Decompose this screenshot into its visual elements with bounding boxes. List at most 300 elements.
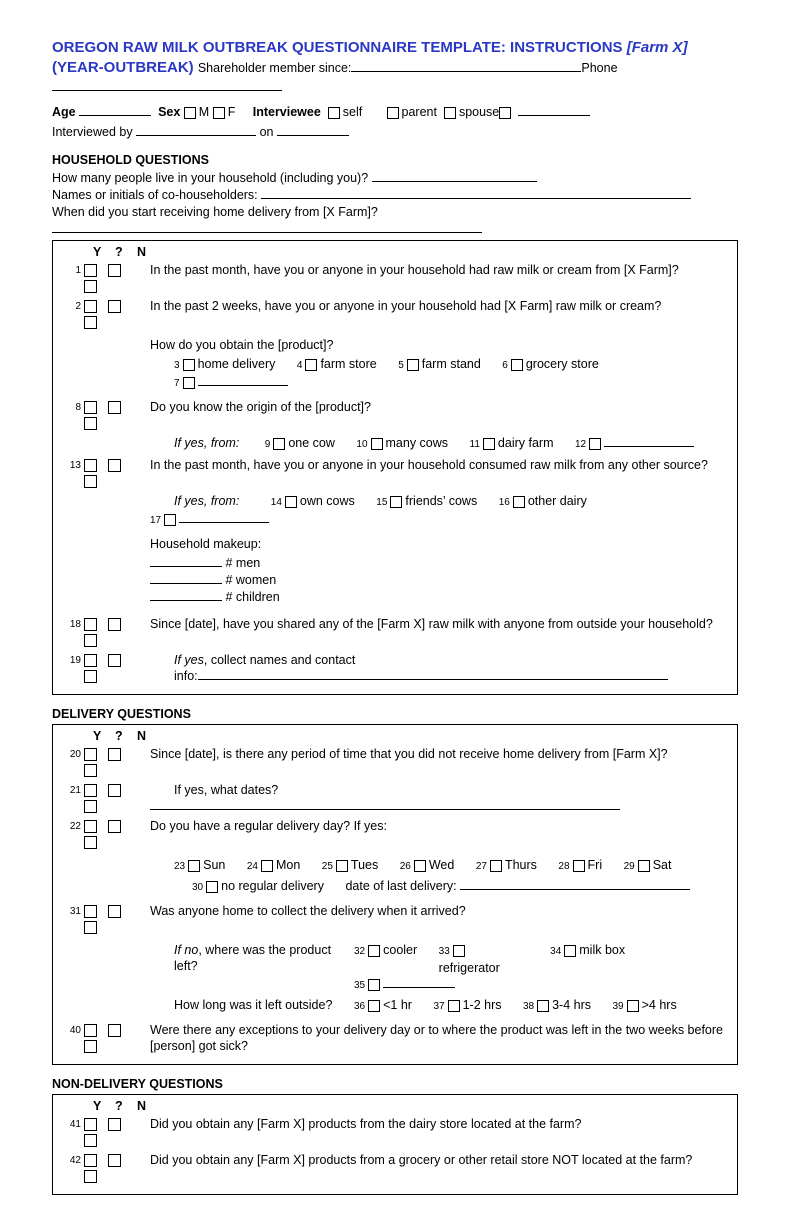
day-option [174,857,225,875]
option-number: 36 [354,1001,366,1012]
question-row [59,901,731,935]
question-number: 21 [69,785,81,796]
option-number: 29 [623,861,635,872]
answer-no-checkbox[interactable] [84,417,97,430]
household-makeup-label: Household makeup: [150,537,262,551]
answer-yes-checkbox[interactable] [84,459,97,472]
option-label: refrigerator [438,961,500,975]
answer-unknown-checkbox[interactable] [108,820,121,833]
answer-no-checkbox[interactable] [84,836,97,849]
spacer [59,491,84,494]
origin-option [265,435,335,453]
answer-no-checkbox[interactable] [84,1170,97,1183]
farm-store-checkbox[interactable] [305,359,317,371]
makeup-men-label: # men [225,556,261,570]
option-number: 4 [296,360,303,371]
interviewee-spouse-label: spouse [458,105,500,119]
makeup-men-field[interactable] [150,566,222,567]
left-other-field[interactable] [383,987,455,988]
answer-unknown-checkbox[interactable] [108,784,121,797]
nondelivery-yn-q: ? [115,1099,123,1113]
gt4hrs-checkbox[interactable] [627,1000,639,1012]
question-row [59,614,731,648]
left-option [550,942,625,960]
question-number: 19 [69,655,81,666]
question-checkboxes [84,816,150,850]
answer-yes-checkbox[interactable] [84,300,97,313]
option-label: friends’ cows [405,494,478,508]
answer-yes-checkbox[interactable] [84,784,97,797]
household-makeup-row [59,531,731,606]
household-yn-y: Y [93,245,102,259]
spacer [59,531,84,534]
interviewee-label: Interviewee [252,105,321,119]
option-number: 35 [354,980,366,991]
answer-unknown-checkbox[interactable] [108,1118,121,1131]
interviewee-self-label: self [342,105,363,119]
question-checkboxes [84,1114,150,1148]
question-number: 31 [69,906,81,917]
cooler-checkbox[interactable] [368,945,380,957]
answer-unknown-checkbox[interactable] [108,401,121,414]
question-text: Since [date], is there any period of time that you did not receive home delivery from [Farm X]? [150,747,668,761]
answer-no-checkbox[interactable] [84,921,97,934]
origin-option [575,435,694,453]
option-number: 24 [246,861,258,872]
question-checkboxes [84,901,150,935]
answer-yes-checkbox[interactable] [84,1154,97,1167]
question-number: 18 [69,619,81,630]
day-option [247,857,300,875]
option-number: 17 [150,515,162,526]
option-label: Mon [275,858,301,872]
option-label: Sun [203,858,226,872]
obtain-label: How do you obtain the [product]? [150,338,334,352]
no-regular-delivery-row [192,878,731,896]
option-number: 38 [522,1001,535,1012]
nondelivery-yn-y: Y [93,1099,102,1113]
option-label: own cows [299,494,355,508]
home-delivery-checkbox[interactable] [183,359,195,371]
other-source-option [499,493,587,511]
makeup-children-row [150,589,731,605]
answer-no-checkbox[interactable] [84,764,97,777]
option-label: <1 hr [383,998,412,1012]
origin-other-checkbox[interactable] [589,438,601,450]
shareholder-since-label: Shareholder member since: [197,61,352,75]
question-row [59,1114,731,1148]
option-label: one cow [288,436,335,450]
obtain-option [398,356,481,374]
interviewee-other-checkbox[interactable] [499,107,511,119]
option-number: 11 [469,439,480,450]
spacer [84,852,150,854]
sun-checkbox[interactable] [188,860,200,872]
option-number: 26 [399,861,411,872]
answer-no-checkbox[interactable] [84,280,97,293]
answer-no-checkbox[interactable] [84,1040,97,1053]
answer-yes-checkbox[interactable] [84,748,97,761]
question-row [59,1150,731,1184]
option-number: 14 [270,497,282,508]
answer-unknown-checkbox[interactable] [108,618,121,631]
household-names-field[interactable] [261,198,691,199]
option-label: farm stand [421,357,481,371]
answer-no-checkbox[interactable] [84,1134,97,1147]
question-number: 8 [75,402,81,413]
option-label: >4 hrs [641,998,677,1012]
option-number: 9 [264,439,271,450]
sex-female-checkbox[interactable] [213,107,225,119]
delivery-yn-q: ? [115,729,123,743]
option-number: 27 [475,861,487,872]
phone-field[interactable] [52,90,282,91]
title-underline-2 [52,80,738,94]
1-2hrs-checkbox[interactable] [448,1000,460,1012]
delivery-yn-y: Y [93,729,102,743]
question-checkboxes [84,780,150,814]
fri-checkbox[interactable] [573,860,585,872]
answer-no-checkbox[interactable] [84,316,97,329]
demographics-row [52,104,738,121]
question-row [59,260,731,294]
mon-checkbox[interactable] [261,860,273,872]
question-row [59,296,731,330]
date-last-delivery-field[interactable] [460,889,690,890]
answer-unknown-checkbox[interactable] [108,264,121,277]
question-checkboxes [84,650,150,684]
answer-yes-checkbox[interactable] [84,1024,97,1037]
left-other-checkbox[interactable] [368,979,380,991]
sex-male-label: M [198,105,210,119]
interviewee-self-checkbox[interactable] [328,107,340,119]
interviewed-by-label: Interviewed by [52,125,133,139]
question-text: In the past month, have you or anyone in your household consumed raw milk from any other source? [150,458,708,472]
household-yn-q: ? [115,245,123,259]
option-number: 33 [438,946,450,957]
shareholder-since-field[interactable] [351,71,581,72]
tues-checkbox[interactable] [336,860,348,872]
question-checkboxes [84,614,150,648]
obtain-option [297,356,377,374]
no-regular-delivery-option [192,878,324,896]
obtain-row [59,332,731,395]
spacer [59,852,84,855]
household-names-row [52,187,738,204]
option-number: 3 [174,360,180,371]
question-text: Do you have a regular delivery day? If yes: [150,819,387,833]
option-number: 5 [398,360,404,371]
question-number: 41 [69,1119,81,1130]
wed-checkbox[interactable] [414,860,426,872]
answer-unknown-checkbox[interactable] [108,748,121,761]
answer-unknown-checkbox[interactable] [108,905,121,918]
option-number: 12 [574,439,587,450]
option-number: 34 [550,946,562,957]
own-cows-checkbox[interactable] [285,496,297,508]
page-title-farm: [Farm X] [626,39,688,56]
one-cow-checkbox[interactable] [273,438,285,450]
question-checkboxes [84,260,150,294]
origin-options-row [59,433,731,453]
makeup-women-label: # women [225,573,277,587]
option-label: milk box [579,943,626,957]
option-label: 3-4 hrs [552,998,591,1012]
question-checkboxes [84,296,150,330]
other-source-option [271,493,355,511]
question-number: 42 [69,1155,81,1166]
obtain-option [502,356,599,374]
option-number: 25 [321,861,333,872]
sat-checkbox[interactable] [638,860,650,872]
household-people-row [52,170,738,187]
question-text: Were there any exceptions to your delivery day or to where the product was left in the two weeks before [person] got sick? [150,1023,723,1053]
option-label: grocery store [525,357,599,371]
question-checkboxes [84,397,150,431]
option-label: dairy farm [497,436,554,450]
origin-option [470,435,554,453]
refrigerator-checkbox[interactable] [453,945,465,957]
other-source-other-checkbox[interactable] [164,514,176,526]
date-last-delivery-label: date of last delivery: [345,879,457,893]
answer-yes-checkbox[interactable] [84,401,97,414]
day-option [322,857,378,875]
question-number: 1 [75,265,81,276]
obtain-options [174,356,731,392]
question-number: 2 [75,301,81,312]
option-number: 15 [376,497,388,508]
makeup-women-row [150,572,731,588]
obtain-option [174,374,288,392]
spacer [59,937,84,940]
option-number: 32 [354,946,366,957]
question-number: 22 [69,821,81,832]
many-cows-checkbox[interactable] [371,438,383,450]
question-text: Since [date], have you shared any of the [Farm X] raw milk with anyone from outside your household? [150,617,713,631]
sex-female-label: F [227,105,236,119]
lt1hr-checkbox[interactable] [368,1000,380,1012]
interviewed-by-field[interactable] [136,135,256,136]
page-title [52,38,738,78]
spacer [84,531,150,533]
household-delivery-start-field[interactable] [52,232,482,233]
option-number: 28 [558,861,570,872]
delivery-yn-header [93,729,731,743]
option-number: 7 [174,378,180,389]
delivery-dates-field[interactable] [150,809,620,810]
option-label: cooler [383,943,418,957]
question-row [59,780,731,814]
option-number: 10 [356,439,368,450]
makeup-children-label: # children [225,590,280,604]
day-option [558,857,602,875]
option-label: home delivery [197,357,276,371]
household-yn-n: N [137,245,147,259]
question-text: In the past month, have you or anyone in your household had raw milk or cream from [X Farm]? [150,263,679,277]
option-label: many cows [385,436,449,450]
question-row [59,650,731,684]
if-yes-from-label-2: If yes, from: [174,494,240,508]
option-label: other dairy [527,494,587,508]
how-long-label: How long was it left outside? [174,998,333,1012]
duration-option [433,997,501,1015]
left-option [354,976,455,994]
answer-no-checkbox[interactable] [84,475,97,488]
option-label: Sat [652,858,672,872]
household-yn-header [93,245,731,259]
left-option [354,942,417,960]
question-row [59,1020,731,1054]
question-text: Do you know the origin of the [product]? [150,400,371,414]
answer-unknown-checkbox[interactable] [108,1024,121,1037]
answer-unknown-checkbox[interactable] [108,300,121,313]
spacer [84,937,150,939]
spacer [84,491,150,493]
delivery-question-box [52,724,738,1065]
age-label: Age [52,105,76,119]
option-label: no regular delivery [221,879,324,893]
option-label: farm store [320,357,377,371]
contact-info-field[interactable] [198,679,668,680]
answer-yes-checkbox[interactable] [84,1118,97,1131]
other-source-other-field[interactable] [179,522,269,523]
day-option [624,857,672,875]
other-source-options-row [59,491,731,529]
household-delivery-start-row [52,204,738,238]
household-people-label: How many people live in your household (including you)? [52,171,369,185]
interviewed-on-label: on [259,125,274,139]
answer-yes-checkbox[interactable] [84,618,97,631]
household-names-label: Names or initials of co-householders: [52,188,258,202]
option-number: 37 [433,1001,445,1012]
age-field[interactable] [79,115,151,116]
dairy-farm-checkbox[interactable] [483,438,495,450]
spacer [59,332,84,335]
option-label: Fri [587,858,603,872]
makeup-children-field[interactable] [150,600,222,601]
makeup-women-field[interactable] [150,583,222,584]
nondelivery-yn-header [93,1099,731,1113]
origin-other-field[interactable] [604,446,694,447]
sex-label: Sex [158,105,181,119]
makeup-men-row [150,555,731,571]
answer-yes-checkbox[interactable] [84,264,97,277]
nondelivery-question-box [52,1094,738,1195]
interviewee-spouse-checkbox[interactable] [444,107,456,119]
friends-cows-checkbox[interactable] [390,496,402,508]
question-checkboxes [84,744,150,778]
answer-no-checkbox[interactable] [84,670,97,683]
page-title-year: (YEAR-OUTBREAK) [52,59,194,76]
answer-unknown-checkbox[interactable] [108,654,121,667]
question-text: Did you obtain any [Farm X] products from a grocery or other retail store NOT located at the farm? [150,1153,693,1167]
product-left-row [59,937,731,1018]
answer-yes-checkbox[interactable] [84,905,97,918]
question-text: Did you obtain any [Farm X] products from the dairy store located at the farm? [150,1117,582,1131]
other-dairy-checkbox[interactable] [513,496,525,508]
question-row [59,455,731,489]
origin-option [356,435,448,453]
answer-no-checkbox[interactable] [84,634,97,647]
question-row [59,816,731,850]
option-number: 30 [192,882,204,893]
question-text: Was anyone home to collect the delivery when it arrived? [150,904,466,918]
delivery-days-row [59,852,731,899]
question-checkboxes [84,1020,150,1054]
interviewee-parent-checkbox[interactable] [387,107,399,119]
question-checkboxes [84,455,150,489]
interviewee-other-field[interactable] [518,115,590,116]
option-number: 16 [498,497,510,508]
delivery-yn-n: N [137,729,147,743]
option-label: Tues [350,858,379,872]
grocery-store-checkbox[interactable] [511,359,523,371]
day-option [476,857,537,875]
option-number: 23 [174,861,186,872]
delivery-days-options [174,857,731,875]
question-number: 20 [69,749,81,760]
question-row [59,744,731,778]
sex-male-checkbox[interactable] [184,107,196,119]
option-label: 1-2 hrs [462,998,502,1012]
phone-label: Phone [581,61,618,75]
page-title-main: OREGON RAW MILK OUTBREAK QUESTIONNAIRE TEMPLATE: INSTRUCTIONS [52,39,627,56]
other-source-option [150,511,269,529]
obtain-other-checkbox[interactable] [183,377,195,389]
duration-option [612,997,676,1015]
other-source-option [376,493,477,511]
interviewee-parent-label: parent [401,105,437,119]
question-number: 13 [69,460,81,471]
3-4hrs-checkbox[interactable] [537,1000,549,1012]
obtain-other-field[interactable] [198,385,288,386]
spacer [84,433,150,435]
answer-yes-checkbox[interactable] [84,654,97,667]
interviewed-by-row [52,124,738,141]
question-number: 40 [69,1025,81,1036]
nondelivery-yn-n: N [137,1099,147,1113]
answer-unknown-checkbox[interactable] [108,459,121,472]
no-regular-delivery-checkbox[interactable] [206,881,218,893]
option-label: Wed [428,858,455,872]
duration-option [354,997,412,1015]
milk-box-checkbox[interactable] [564,945,576,957]
answer-unknown-checkbox[interactable] [108,1154,121,1167]
answer-no-checkbox[interactable] [84,800,97,813]
answer-yes-checkbox[interactable] [84,820,97,833]
left-option [439,942,529,976]
question-text: In the past 2 weeks, have you or anyone in your household had [X Farm] raw milk or cream? [150,299,662,313]
question-checkboxes [84,1150,150,1184]
spacer [59,433,84,436]
obtain-option [174,356,275,374]
contact-info-line: info: [174,668,731,684]
option-number: 6 [502,360,508,371]
if-no-left-label: If no, where was the product left? [174,943,332,973]
household-delivery-start-label: When did you start receiving home delivery from [X Farm]? [52,205,378,219]
thurs-checkbox[interactable] [490,860,502,872]
delivery-heading: DELIVERY QUESTIONS [52,707,191,721]
question-text: If yes, what dates? [174,783,279,797]
household-people-field[interactable] [372,181,537,182]
interviewed-on-field[interactable] [277,135,349,136]
question-text: If yes, collect names and contact [174,653,356,667]
nondelivery-heading: NON-DELIVERY QUESTIONS [52,1077,223,1091]
question-row [59,397,731,431]
household-heading: HOUSEHOLD QUESTIONS [52,153,209,167]
household-question-box [52,240,738,695]
farm-stand-checkbox[interactable] [407,359,419,371]
